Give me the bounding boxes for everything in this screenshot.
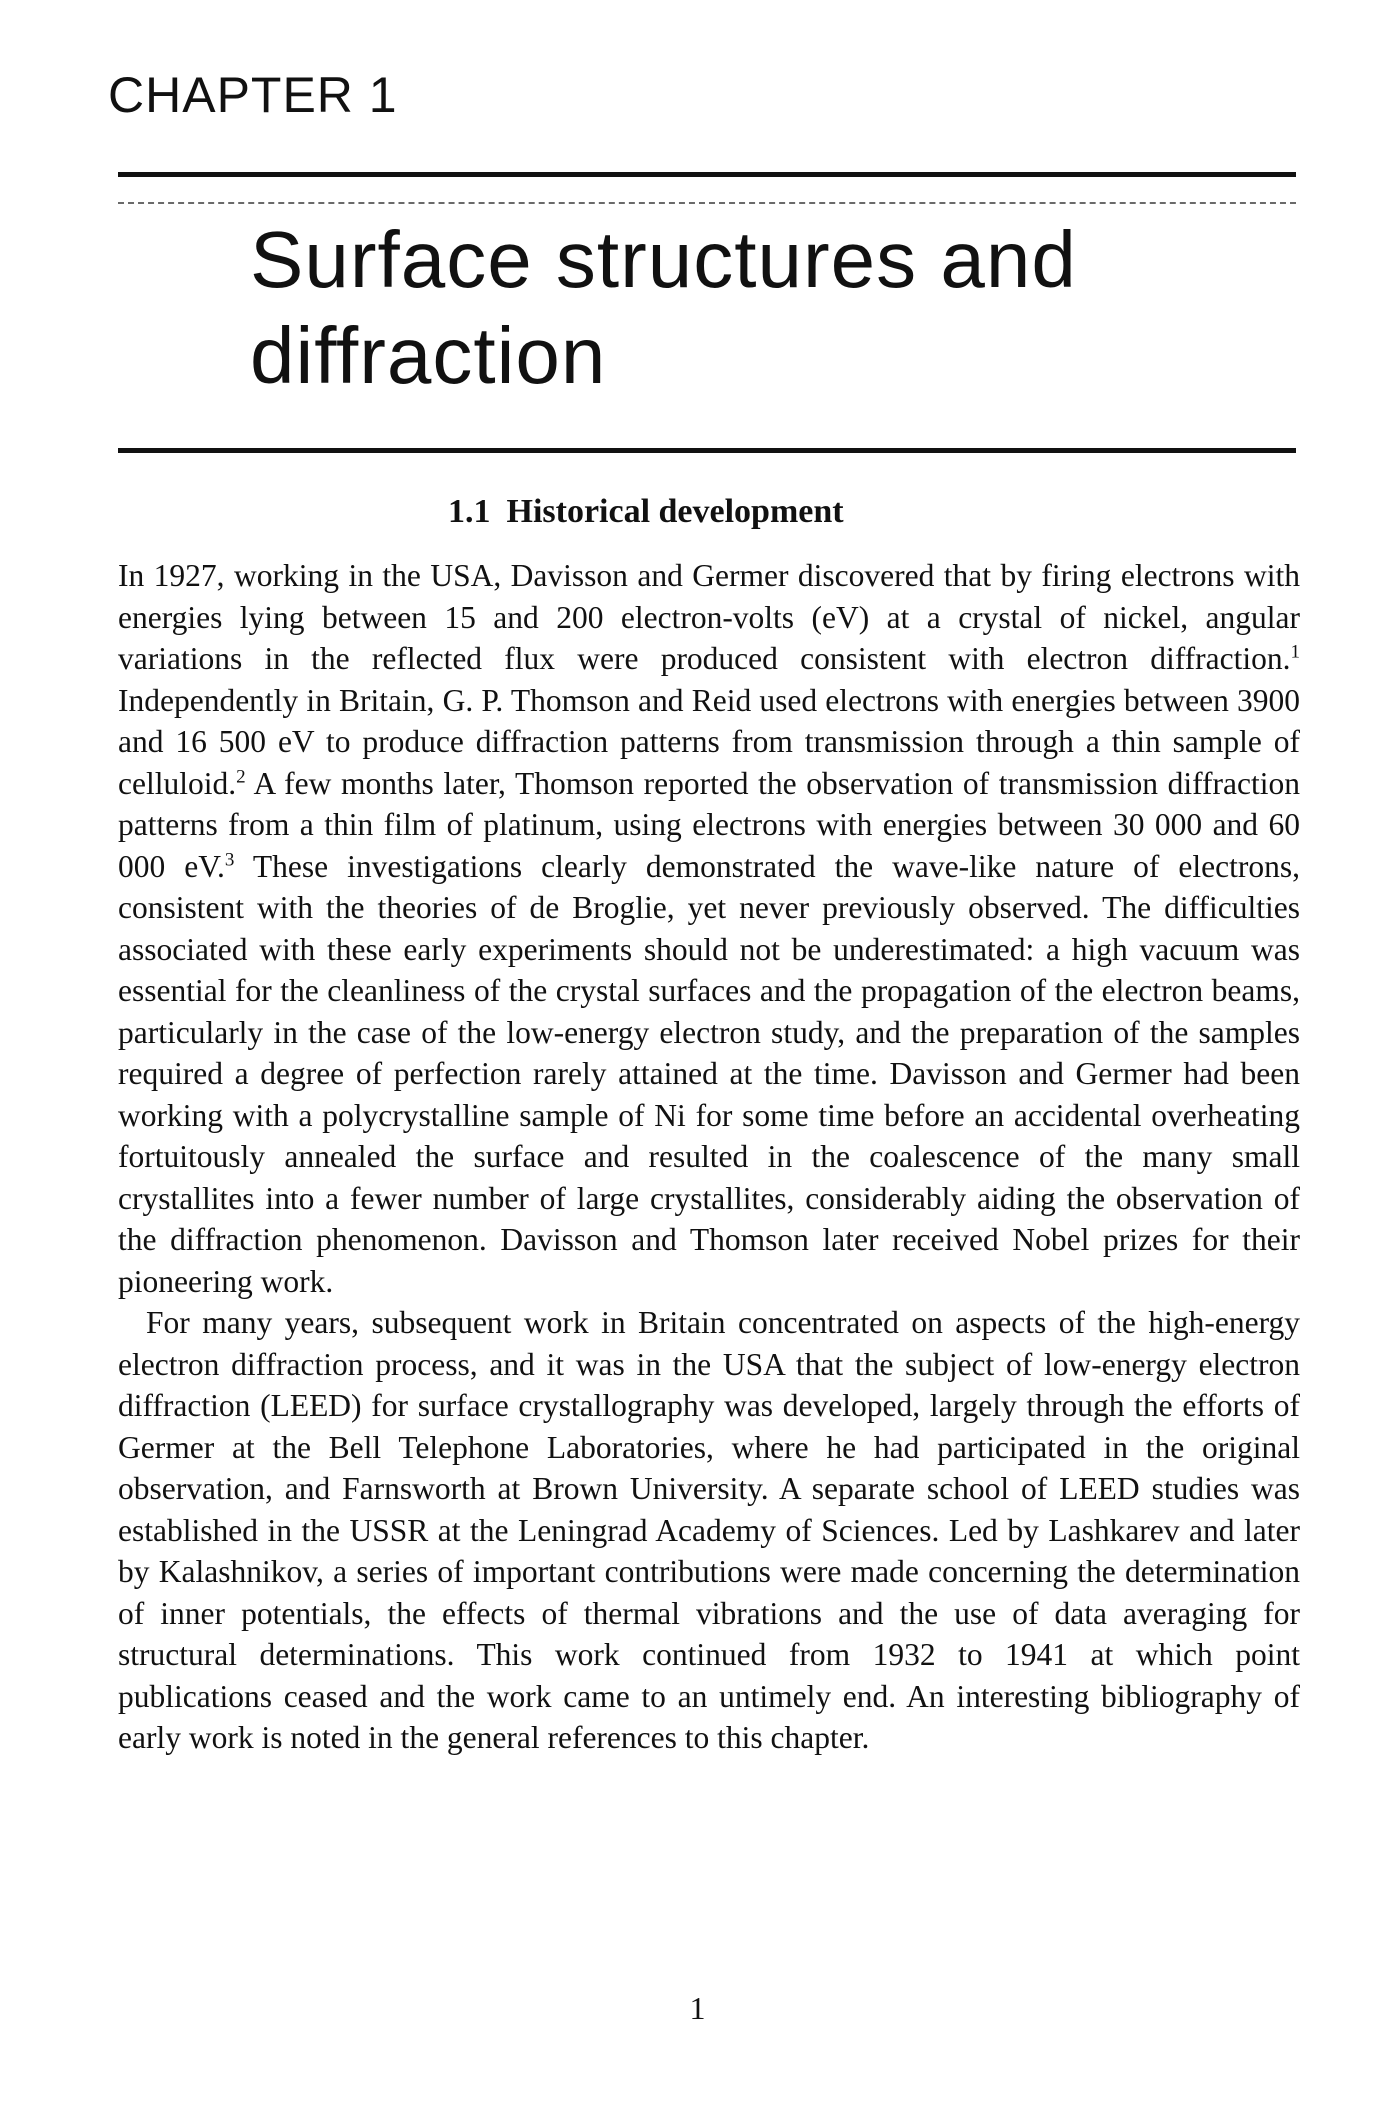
footnote-ref-1: 1 bbox=[1290, 641, 1300, 663]
page-number: 1 bbox=[689, 1990, 706, 2026]
paragraph-text: These investigations clearly demonstrated the wave-like nature of electrons, consistent with the theories of de Broglie, yet never previously observed. The difficulties associated with these early experiments should not be underestimated: a high vacuum was essential for the cleanliness of the crystal surfaces and the propagation of the electron beams, particularly in the case of the low-energy electron study, and the preparation of the samples required a degree of perfection rarely attained at the time. Davisson and Germer had been working with a polycrystalline sample of Ni for some time before an accidental overheating fortuitously annealed the surface and resulted in the coalescence of the many small crystallites into a fewer number of large crystallites, considerably aiding the observation of the diffraction phenomenon. Davisson and Thomson later received Nobel prizes for their pioneering work. bbox=[118, 848, 1301, 1299]
section-heading bbox=[448, 492, 844, 532]
paragraph-2 bbox=[118, 1302, 1300, 1759]
paragraph-text: A few months later, Thomson reported the observation of transmission diffraction patterns from a thin film of platinum, using electrons with energies between 30 000 and 60 000 eV. bbox=[118, 765, 1300, 884]
chapter-title: Surface structures and diffraction bbox=[250, 215, 1077, 400]
paragraph-1 bbox=[118, 555, 1300, 1302]
chapter-top-rule bbox=[118, 172, 1296, 177]
paragraph-text: Independently in Britain, G. P. Thomson and Reid used electrons with energies between 3900 and 16 500 eV to produce diffraction patterns from transmission through a thin sample of celluloid. bbox=[118, 682, 1300, 801]
chapter-label: CHAPTER 1 bbox=[108, 67, 398, 123]
body-text bbox=[118, 555, 1300, 1759]
section-title: Historical development bbox=[506, 493, 844, 530]
footnote-ref-2: 2 bbox=[236, 766, 246, 787]
paragraph-text: For many years, subsequent work in Britain concentrated on aspects of the high-energy electron diffraction process, and it was in the USA that the subject of low-energy electron diffraction (LEED) for surface crystallography was developed, largely through the efforts of Germer at the Bell Telephone Laboratories, where he had participated in the original observation, and Farnsworth at Brown University. A separate school of LEED studies was established in the USSR at the Leningrad Academy of Sciences. Led by Lashkarev and later by Kalashnikov, a series of important contributions were made concerning the determination of inner potentials, the effects of thermal vibrations and the use of data averaging for structural determinations. This work continued from 1932 to 1941 at which point publications ceased and the work came to an untimely end. An interesting bibliography of early work is noted in the general references to this chapter. bbox=[118, 1305, 1300, 1755]
chapter-dashed-rule bbox=[118, 202, 1296, 204]
paragraph-text: In 1927, working in the USA, Davisson and Germer discovered that by firing electrons with energies lying between 15 and 200 electron-volts (eV) at a crystal of nickel, angular variations in the reflected flux were produced consistent with electron diffraction. bbox=[118, 558, 1300, 676]
section-number: 1.1 bbox=[448, 493, 491, 530]
chapter-bottom-rule bbox=[118, 448, 1296, 453]
footnote-ref-3: 3 bbox=[224, 849, 235, 870]
